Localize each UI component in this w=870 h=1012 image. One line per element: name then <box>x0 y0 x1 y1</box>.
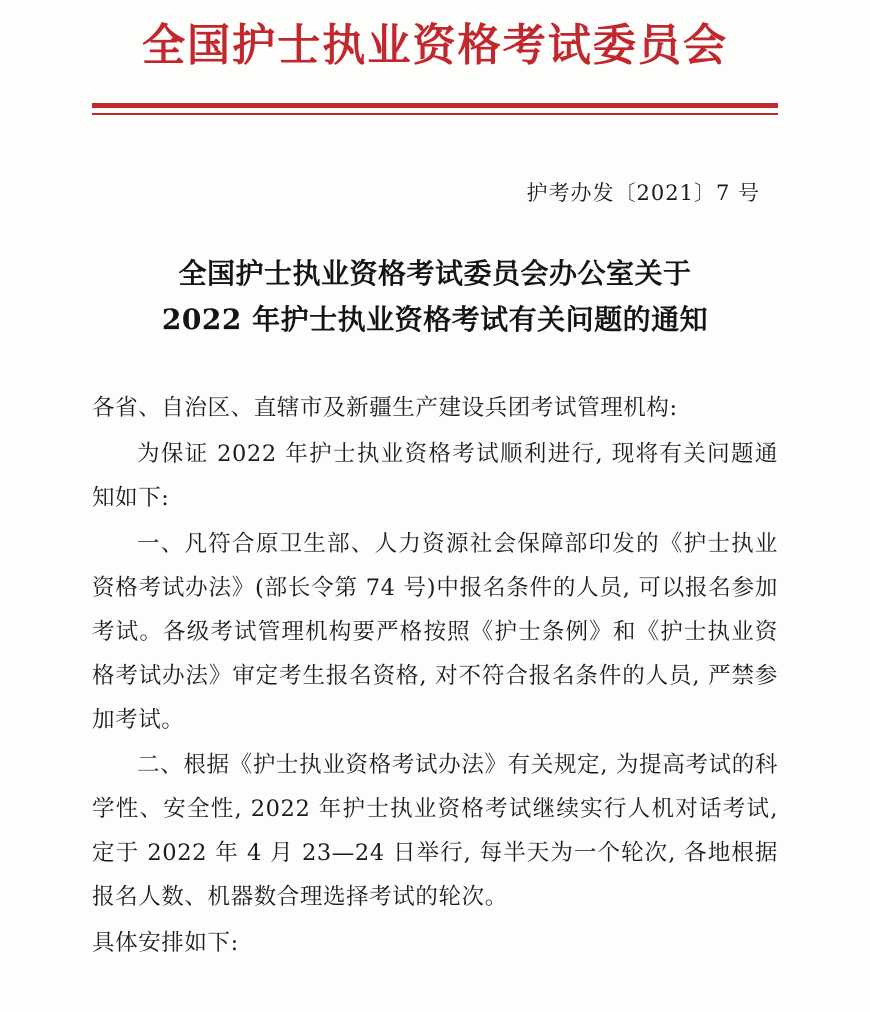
document-title-line-2: 2022 年护士执业资格考试有关问题的通知 <box>161 303 709 337</box>
document-body <box>92 387 778 965</box>
letterhead <box>92 0 778 115</box>
paragraph-item-two: 二、根据《护士执业资格考试办法》有关规定, 为提高考试的科学性、安全性, 2022 年护士执业资格考试继续实行人机对话考试, 定于 2022 年 4 月 23—24 日举行, 每半天为一个轮次, 各地根据报名人数、机器数合理选择考试的轮次。 <box>92 752 778 910</box>
document-number: 护考办发〔2021〕7 号 <box>526 181 760 205</box>
issuing-organization-title: 全国护士执业资格考试委员会 <box>141 20 729 71</box>
paragraph-salutation: 各省、自治区、直辖市及新疆生产建设兵团考试管理机构: <box>92 395 678 422</box>
document-title-line-1: 全国护士执业资格考试委员会办公室关于 <box>178 257 692 290</box>
paragraph-item-one: 一、凡符合原卫生部、人力资源社会保障部印发的《护士执业资格考试办法》(部长令第 74 号)中报名条件的人员, 可以报名参加考试。各级考试管理机构要严格按照《护士条例》和《护士执业资格考试办法》审定考生报名资格, 对不符合报名条件的人员, 严禁参加考试。 <box>92 531 778 733</box>
document-title <box>92 251 778 343</box>
paragraph-purpose: 为保证 2022 年护士执业资格考试顺利进行, 现将有关问题通知如下: <box>92 441 778 512</box>
letterhead-rule-thick <box>92 103 778 108</box>
letterhead-rules <box>92 103 778 115</box>
paragraph-arrangement: 具体安排如下: <box>92 929 239 956</box>
letterhead-rule-thin <box>92 113 778 115</box>
